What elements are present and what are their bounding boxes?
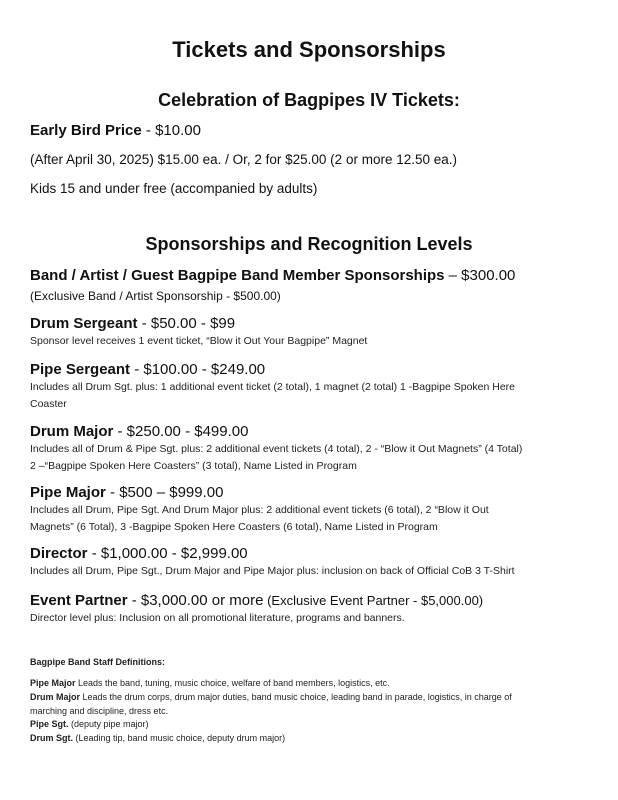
sponsorship-level — [30, 546, 248, 561]
level-description: Coaster — [30, 398, 67, 410]
level-price: - $3,000.00 or more — [127, 592, 264, 609]
level-description: Magnets” (6 Total), 3 -Bagpipe Spoken Here Coasters (6 total), Name Listed in Program — [30, 521, 438, 533]
sponsorship-level — [30, 424, 248, 439]
level-price: - $100.00 - $249.00 — [130, 361, 266, 378]
sponsorship-level — [30, 316, 235, 331]
definition-item — [30, 679, 390, 688]
level-name: Drum Sergeant — [30, 315, 138, 332]
sponsorships-heading: Sponsorships and Recognition Levels — [145, 234, 473, 254]
definition-text: Leads the drum corps, drum major duties, band music choice, leading band in parade, logistics, in charge of — [80, 691, 512, 702]
level-description: 2 –“Bagpipe Spoken Here Coasters” (3 total), Name Listed in Program — [30, 460, 357, 472]
sponsorship-level — [30, 593, 483, 608]
page-title: Tickets and Sponsorships — [172, 37, 446, 62]
level-description: Includes all Drum, Pipe Sgt., Drum Major and Pipe Major plus: inclusion on back of Official CoB 3 T-Shirt — [30, 565, 515, 577]
early-bird-label: Early Bird Price — [30, 122, 142, 139]
kids-note: Kids 15 and under free (accompanied by adults) — [30, 181, 318, 196]
sponsorship-level — [30, 362, 265, 377]
level-description: Includes all of Drum & Pipe Sgt. plus: 2 additional event tickets (4 total), 2 - “Blow it Out Magnets” (4 Total) — [30, 443, 523, 455]
level-name: Event Partner — [30, 592, 128, 609]
early-bird-value: - $10.00 — [141, 122, 201, 139]
level-name: Drum Major — [30, 423, 114, 440]
definition-item — [30, 734, 285, 743]
definitions-heading: Bagpipe Band Staff Definitions: — [30, 657, 165, 667]
definition-item — [30, 720, 149, 729]
definition-term: Pipe Sgt. — [30, 719, 69, 730]
definition-term: Drum Major — [30, 691, 81, 702]
level-price: - $1,000.00 - $2,999.00 — [87, 545, 248, 562]
level-name: Director — [30, 545, 88, 562]
definition-text: (Leading tip, band music choice, deputy drum major) — [73, 733, 286, 744]
definition-term: Drum Sgt. — [30, 733, 74, 744]
level-description: Includes all Drum Sgt. plus: 1 additional event ticket (2 total), 1 magnet (2 total) 1 -Bagpipe Spoken Here — [30, 381, 516, 393]
after-price: (After April 30, 2025) $15.00 ea. / Or, 2 for $25.00 (2 or more 12.50 ea.) — [30, 152, 457, 167]
definition-item — [30, 707, 168, 716]
level-price: – $300.00 — [444, 267, 516, 284]
definition-text: marching and discipline, dress etc. — [30, 705, 169, 716]
level-description: Director level plus: Inclusion on all promotional literature, programs and banners. — [30, 612, 405, 624]
level-name: Band / Artist / Guest Bagpipe Band Member Sponsorships — [30, 267, 445, 284]
level-description: (Exclusive Band / Artist Sponsorship - $500.00) — [30, 289, 281, 303]
level-price: - $500 – $999.00 — [105, 484, 224, 501]
level-name: Pipe Major — [30, 484, 106, 501]
level-description: Includes all Drum, Pipe Sgt. And Drum Major plus: 2 additional event tickets (6 total), 2 “Blow it Out — [30, 504, 489, 516]
definition-item — [30, 693, 512, 702]
level-description: Sponsor level receives 1 event ticket, “Blow it Out Your Bagpipe” Magnet — [30, 335, 368, 347]
sponsorship-level — [30, 268, 515, 283]
tickets-heading: Celebration of Bagpipes IV Tickets: — [158, 90, 460, 110]
level-price: - $50.00 - $99 — [137, 315, 236, 332]
level-name: Pipe Sergeant — [30, 361, 131, 378]
early-bird-price — [30, 123, 201, 138]
definition-text: Leads the band, tuning, music choice, welfare of band members, logistics, etc. — [75, 678, 390, 688]
sponsorship-level — [30, 485, 223, 500]
level-extra: (Exclusive Event Partner - $5,000.00) — [263, 593, 484, 608]
level-price: - $250.00 - $499.00 — [113, 423, 249, 440]
definition-text: (deputy pipe major) — [68, 719, 149, 730]
definition-term: Pipe Major — [30, 678, 76, 688]
